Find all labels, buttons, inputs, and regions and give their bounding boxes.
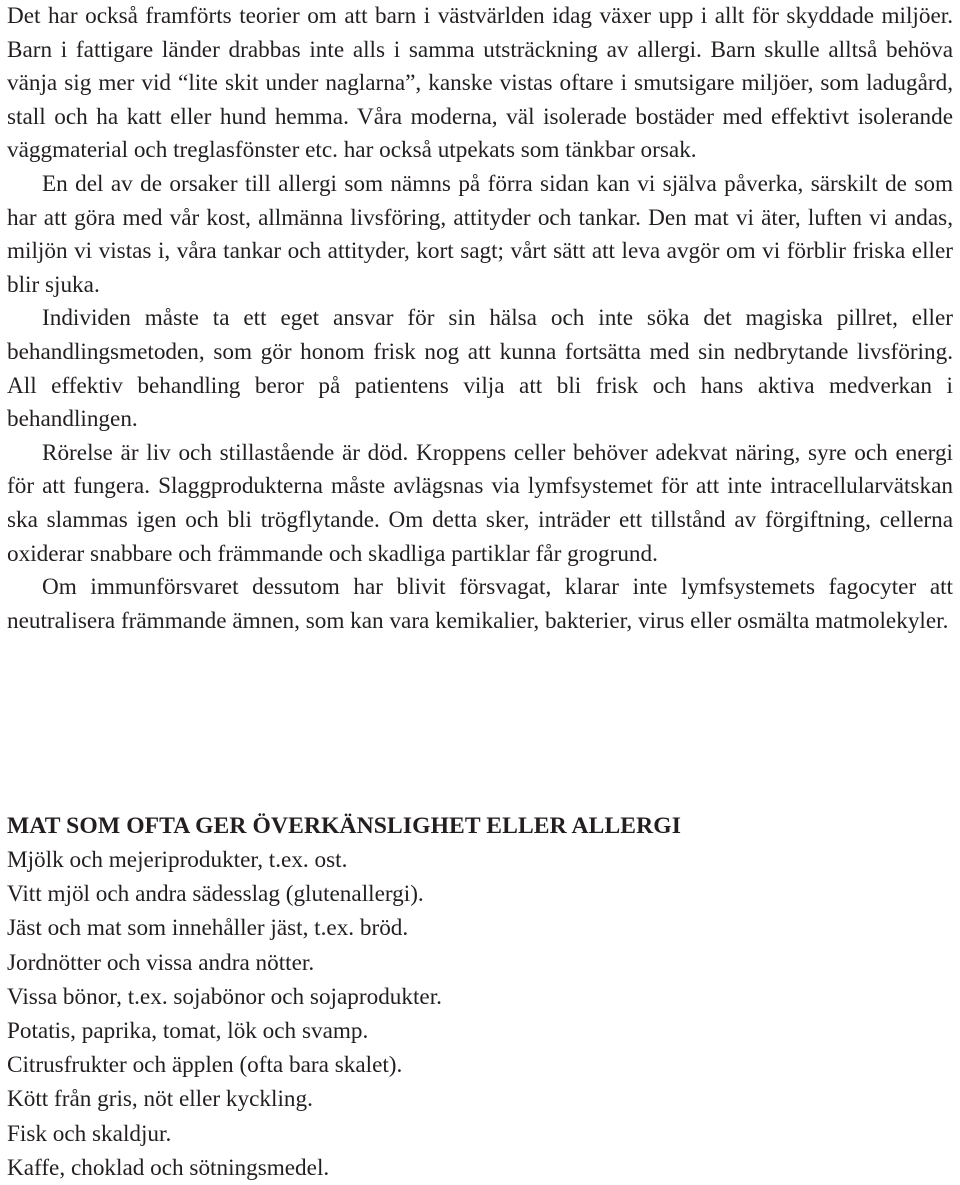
body-text	[7, 0, 953, 638]
paragraph-3: Individen måste ta ett eget ansvar för sin hälsa och inte söka det magiska pillret, eller behandlingsmetoden, som gör honom frisk nog att kunna fortsätta med sin nedbrytande livsföring. All effektiv behandling beror på patientens vilja att bli frisk och hans aktiva medverkan i behandlingen.	[7, 305, 953, 433]
list-item: Citrusfrukter och äpplen (ofta bara skalet).	[7, 1052, 403, 1079]
paragraph-1: Det har också framförts teorier om att barn i västvärlden idag växer upp i allt för skyddade miljöer. Barn i fattigare länder drabbas inte alls i samma utsträckning av allergi. Barn skulle alltså behöva vänja sig mer vid “lite skit under naglarna”, kanske vistas oftare i smutsigare miljöer, som ladugård, stall och ha katt eller hund hemma. Våra moderna, väl isolerade bostäder med effektivt isolerande väggmaterial och treglasfönster etc. har också utpekats som tänkbar orsak.	[7, 3, 953, 164]
list-item: Vissa bönor, t.ex. sojabönor och sojaprodukter.	[7, 983, 442, 1010]
list-item: Potatis, paprika, tomat, lök och svamp.	[7, 1018, 369, 1045]
list-item: Jordnötter och vissa andra nötter.	[7, 949, 315, 976]
list-item: Vitt mjöl och andra sädesslag (glutenallergi).	[7, 881, 424, 908]
list-item: Mjölk och mejeriprodukter, t.ex. ost.	[7, 847, 348, 873]
list-item: Kaffe, choklad och sötningsmedel.	[7, 1154, 330, 1181]
list-item: Fisk och skaldjur.	[7, 1120, 172, 1147]
paragraph-5: Om immunförsvaret dessutom har blivit försvagat, klarar inte lymfsystemets fagocyter att neutralisera främmande ämnen, som kan vara kemikalier, bakterier, virus eller osmälta matmolekyler.	[7, 574, 953, 634]
food-list	[7, 843, 442, 1185]
paragraph-4: Rörelse är liv och stillastående är död. Kroppens celler behöver adekvat näring, syre och energi för att fungera. Slaggprodukterna måste avlägsnas via lymfsystemet för att inte intracellularvätskan ska slammas igen och bli trögflytande. Om detta sker, inträder ett tillstånd av förgiftning, cellerna oxiderar snabbare och främmande och skadliga partiklar får grogrund.	[7, 439, 953, 567]
list-item: Jäst och mat som innehåller jäst, t.ex. bröd.	[7, 915, 409, 942]
section-heading: MAT SOM OFTA GER ÖVERKÄNSLIGHET ELLER ALLERGI	[7, 813, 682, 839]
document-body	[7, 0, 953, 638]
list-item: Kött från gris, nöt eller kyckling.	[7, 1086, 313, 1113]
paragraph-2: En del av de orsaker till allergi som nämns på förra sidan kan vi själva påverka, särskilt de som har att göra med vår kost, allmänna livsföring, attityder och tankar. Den mat vi äter, luften vi andas, miljön vi vistas i, våra tankar och attityder, kort sagt; vårt sätt att leva avgör om vi förblir friska eller blir sjuka.	[7, 170, 953, 298]
